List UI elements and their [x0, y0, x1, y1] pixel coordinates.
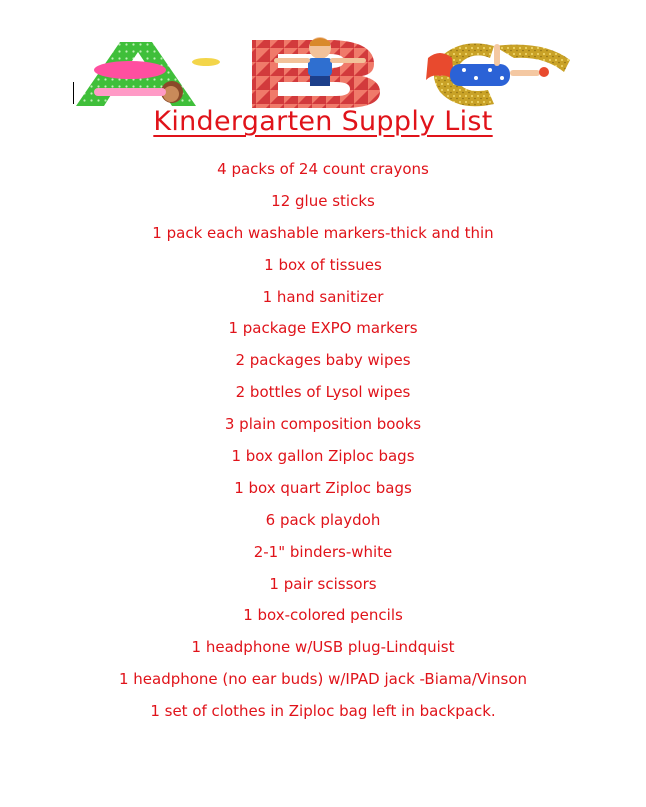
list-item: 1 headphone (no ear buds) w/IPAD jack -Biama/Vinson [118, 670, 528, 689]
list-item: 12 glue sticks [271, 191, 375, 210]
list-item: 2-1" binders-white [253, 542, 393, 561]
page-title: Kindergarten Supply List [153, 106, 493, 137]
list-item: 1 box-colored pencils [243, 606, 403, 625]
list-item: 1 set of clothes in Ziploc bag left in backpack. [150, 702, 496, 721]
list-item: 2 bottles of Lysol wipes [235, 383, 411, 402]
list-item: 1 pair scissors [269, 574, 377, 593]
list-item: 2 packages baby wipes [235, 351, 411, 370]
list-item: 1 hand sanitizer [262, 287, 384, 306]
list-item: 1 box of tissues [264, 255, 382, 274]
list-item: 3 plain composition books [224, 415, 422, 434]
list-item: 1 headphone w/USB plug-Lindquist [191, 638, 455, 657]
list-item: 1 package EXPO markers [228, 319, 418, 338]
abc-kids-banner-icon [74, 34, 574, 110]
list-item: 1 pack each washable markers-thick and thin [152, 223, 494, 242]
list-item: 1 box gallon Ziploc bags [231, 447, 415, 466]
list-item: 6 pack playdoh [265, 510, 381, 529]
list-item: 4 packs of 24 count crayons [217, 160, 429, 178]
supply-list [0, 154, 646, 728]
text-cursor [73, 82, 74, 104]
list-item: 1 box quart Ziploc bags [234, 478, 412, 497]
